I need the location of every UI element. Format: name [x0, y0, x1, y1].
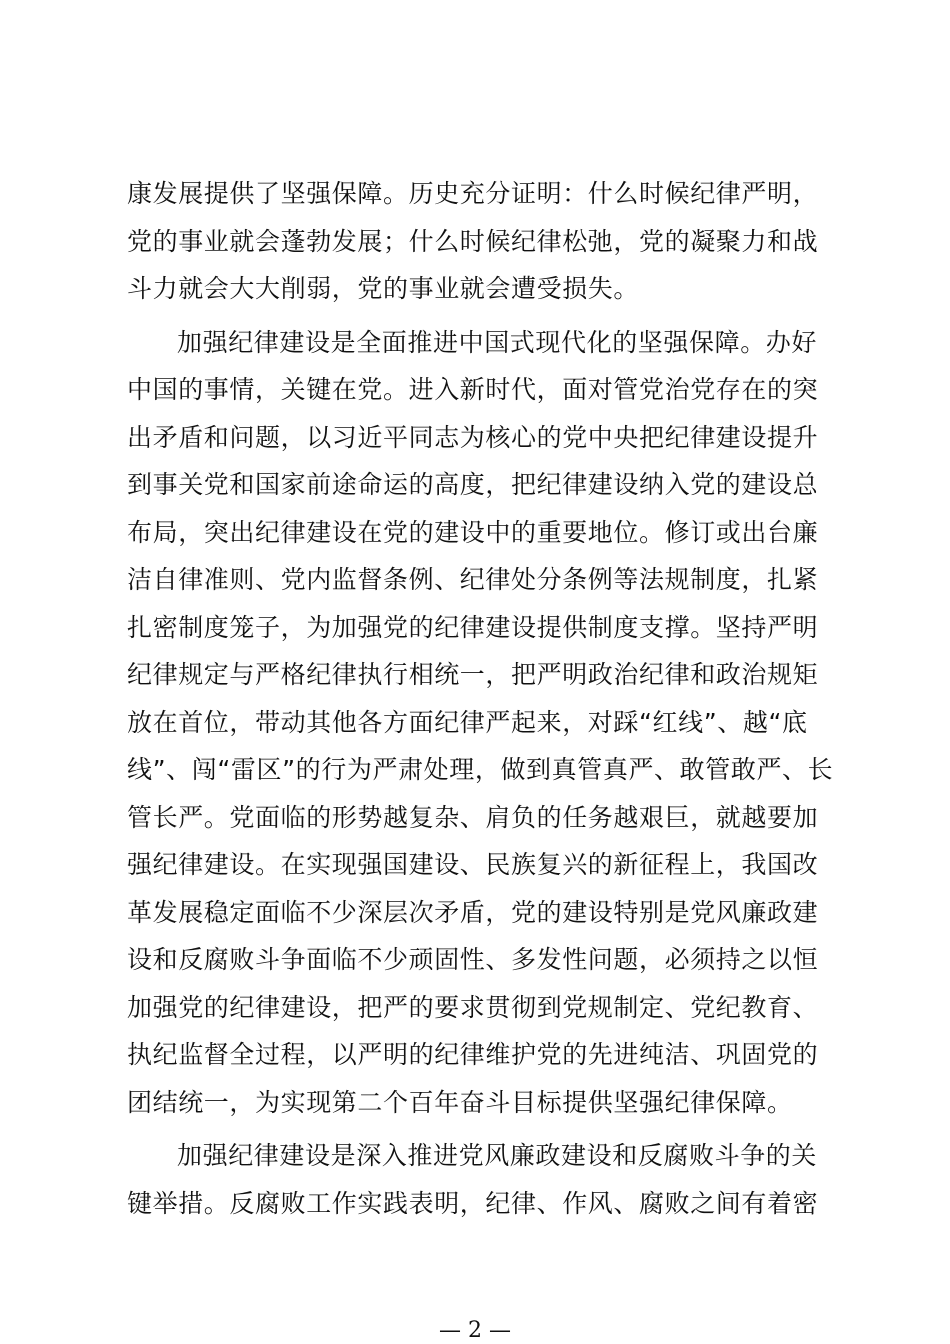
text-line: 到事关党和国家前途命运的高度，把纪律建设纳入党的建设总 [127, 470, 819, 499]
text-line: 革发展稳定面临不少深层次矛盾，党的建设特别是党风廉政建 [127, 897, 819, 927]
text-line: 团结统一，为实现第二个百年奋斗目标提供坚强纪律保障。 [127, 1087, 793, 1117]
text-line: 出矛盾和问题，以习近平同志为核心的党中央把纪律建设提升 [127, 422, 819, 452]
text-line: 加强党的纪律建设，把严的要求贯彻到党规制定、党纪教育、 [127, 992, 819, 1022]
text-line: 布局，突出纪律建设在党的建设中的重要地位。修订或出台廉 [127, 517, 819, 547]
text-line: 加强纪律建设是全面推进中国式现代化的坚强保障。办好 [177, 327, 818, 357]
text-line: 纪律规定与严格纪律执行相统一，把严明政治纪律和政治规矩 [127, 660, 819, 689]
paragraph-2 [127, 319, 834, 1127]
text-line: 康发展提供了坚强保障。历史充分证明：什么时候纪律严明， [127, 179, 819, 208]
text-line: 键举措。反腐败工作实践表明，纪律、作风、腐败之间有着密 [127, 1188, 819, 1218]
body-text [127, 170, 834, 1227]
page-number: — 2 — [439, 1318, 511, 1343]
text-line: 强纪律建设。在实现强国建设、民族复兴的新征程上，我国改 [127, 850, 819, 879]
text-line: 放在首位，带动其他各方面纪律严起来，对踩“红线”、越“底 [127, 707, 808, 737]
text-line: 扎密制度笼子，为加强党的纪律建设提供制度支撑。坚持严明 [127, 612, 819, 642]
text-line: 加强纪律建设是深入推进党风廉政建设和反腐败斗争的关 [177, 1141, 818, 1170]
text-line: 党的事业就会蓬勃发展；什么时候纪律松弛，党的凝聚力和战 [127, 226, 819, 256]
text-line: 洁自律准则、党内监督条例、纪律处分条例等法规制度，扎紧 [127, 565, 819, 594]
text-line: 斗力就会大大削弱，党的事业就会遭受损失。 [127, 274, 640, 303]
text-line: 执纪监督全过程，以严明的纪律维护党的先进纯洁、巩固党的 [127, 1040, 819, 1069]
paragraph-3 [127, 1132, 829, 1227]
text-line: 设和反腐败斗争面临不少顽固性、多发性问题，必须持之以恒 [127, 945, 819, 974]
text-line: 管长严。党面临的形势越复杂、肩负的任务越艰巨，就越要加 [127, 802, 819, 832]
text-line: 线”、闯“雷区”的行为严肃处理，做到真管真严、敢管敢严、长 [127, 755, 834, 784]
paragraph-1 [127, 170, 829, 313]
text-line: 中国的事情，关键在党。进入新时代，面对管党治党存在的突 [127, 375, 819, 404]
